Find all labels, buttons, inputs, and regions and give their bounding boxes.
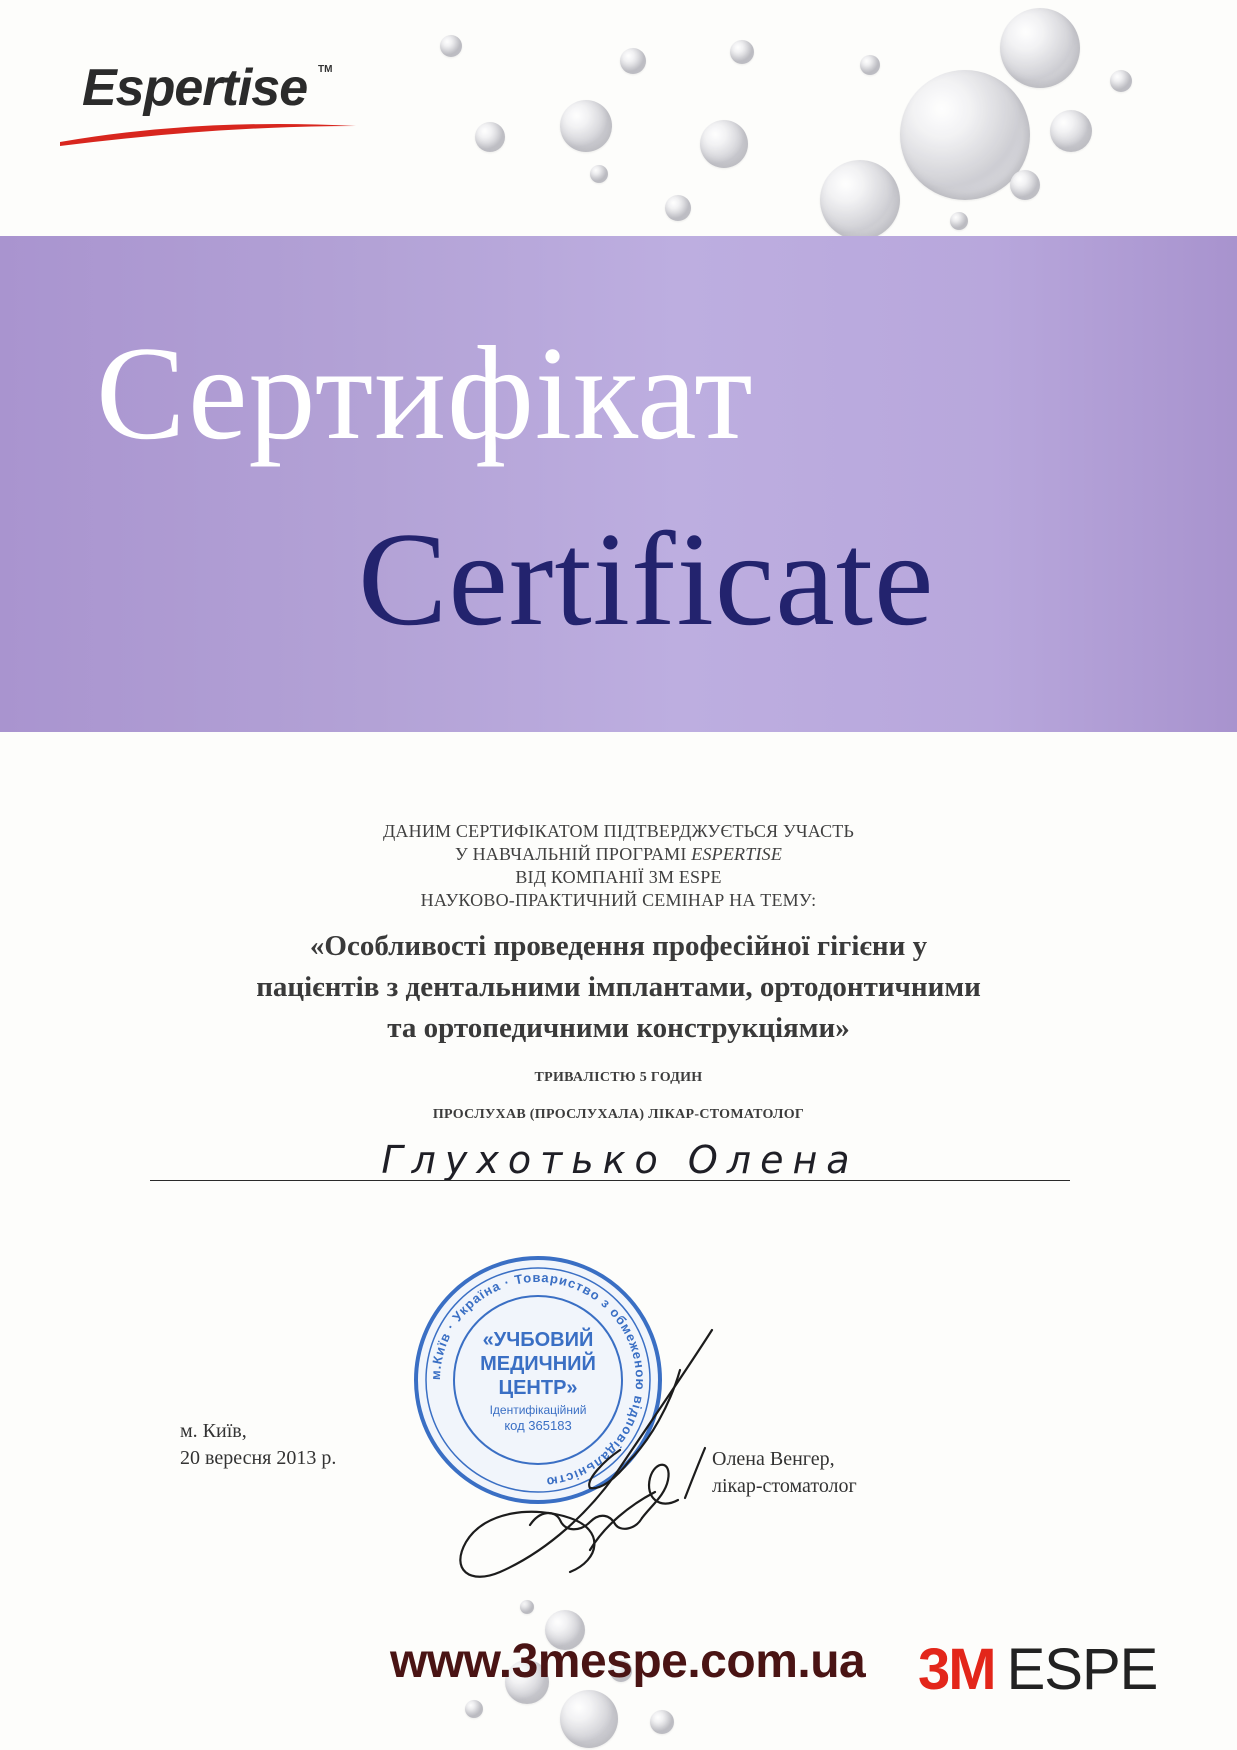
place: м. Київ, bbox=[180, 1420, 247, 1442]
title-ukrainian: Сертифікат bbox=[96, 319, 754, 467]
decorative-bubble bbox=[440, 35, 462, 57]
stamp-line-2: МЕДИЧНИЙ bbox=[480, 1353, 596, 1375]
signer-name: Олена Венгер, bbox=[712, 1448, 835, 1470]
date: 20 вересня 2013 р. bbox=[180, 1447, 337, 1469]
topic-line-2: пацієнтів з дентальними імплантами, ортодонтичними bbox=[256, 971, 981, 1003]
website-url: www.3mespe.com.ua bbox=[390, 1635, 866, 1688]
title-english: Certificate bbox=[358, 505, 935, 653]
certificate-intro bbox=[0, 820, 1237, 912]
stamp-line-3: ЦЕНТР» bbox=[498, 1377, 578, 1399]
decorative-bubble bbox=[665, 195, 691, 221]
decorative-bubble bbox=[730, 40, 754, 64]
logo-swoosh bbox=[58, 112, 358, 152]
3m-espe-logo bbox=[918, 1636, 1157, 1703]
decorative-bubble bbox=[650, 1710, 674, 1734]
decorative-bubble bbox=[950, 212, 968, 230]
topic-line-3: та ортопедичними конструкціями» bbox=[387, 1012, 850, 1044]
stamp-ring-text: м.Київ · Україна · Товариство з обмеженою відповідальністю bbox=[427, 1269, 649, 1490]
signer-title: лікар-стоматолог bbox=[712, 1475, 857, 1497]
intro-line-2 bbox=[0, 843, 1237, 866]
decorative-bubble bbox=[1000, 8, 1080, 88]
decorative-bubble bbox=[465, 1700, 483, 1718]
decorative-bubble bbox=[620, 48, 646, 74]
stamp-line-1: «УЧБОВИЙ bbox=[482, 1329, 594, 1351]
decorative-bubble bbox=[1010, 170, 1040, 200]
listener-label: ПРОСЛУХАВ (ПРОСЛУХАЛА) ЛІКАР-СТОМАТОЛОГ bbox=[432, 1107, 805, 1122]
intro-line-3: ВІД КОМПАНІЇ 3M ESPE bbox=[515, 867, 722, 887]
place-date bbox=[180, 1418, 336, 1472]
decorative-bubble bbox=[560, 100, 612, 152]
stamp-id-label: Ідентифікаційний bbox=[489, 1403, 587, 1417]
decorative-bubble bbox=[520, 1600, 534, 1614]
decorative-bubble bbox=[560, 1690, 618, 1748]
logo-trademark: TM bbox=[318, 64, 333, 75]
seminar-topic bbox=[0, 926, 1237, 1049]
participant-name: Глухотько Олена bbox=[381, 1138, 859, 1182]
brand-3m: 3M bbox=[918, 1637, 995, 1702]
title-band bbox=[0, 236, 1237, 732]
stamp-id-code: код 365183 bbox=[504, 1418, 572, 1433]
espertise-logo: Espertise bbox=[82, 59, 308, 117]
decorative-bubble bbox=[1050, 110, 1092, 152]
decorative-bubble bbox=[820, 160, 900, 240]
intro-line-1: ДАНИМ СЕРТИФІКАТОМ ПІДТВЕРДЖУЄТЬСЯ УЧАСТЬ bbox=[382, 821, 855, 841]
program-name: ESPERTISE bbox=[691, 844, 783, 864]
signer-block bbox=[712, 1446, 857, 1500]
name-underline bbox=[150, 1180, 1070, 1181]
intro-line-4: НАУКОВО-ПРАКТИЧНИЙ СЕМІНАР НА ТЕМУ: bbox=[420, 890, 817, 910]
decorative-bubble bbox=[1110, 70, 1132, 92]
decorative-bubble bbox=[700, 120, 748, 168]
decorative-bubble bbox=[590, 165, 608, 183]
decorative-bubble bbox=[475, 122, 505, 152]
brand-espe: ESPE bbox=[1006, 1637, 1158, 1702]
topic-line-1: «Особливості проведення професійної гігієни у bbox=[309, 930, 928, 962]
duration-text: ТРИВАЛІСТЮ 5 ГОДИН bbox=[534, 1070, 703, 1085]
decorative-bubble bbox=[860, 55, 880, 75]
handwritten-signature bbox=[430, 1310, 750, 1610]
intro-line-2-prefix: У НАВЧАЛЬНІЙ ПРОГРАМІ bbox=[454, 844, 692, 864]
